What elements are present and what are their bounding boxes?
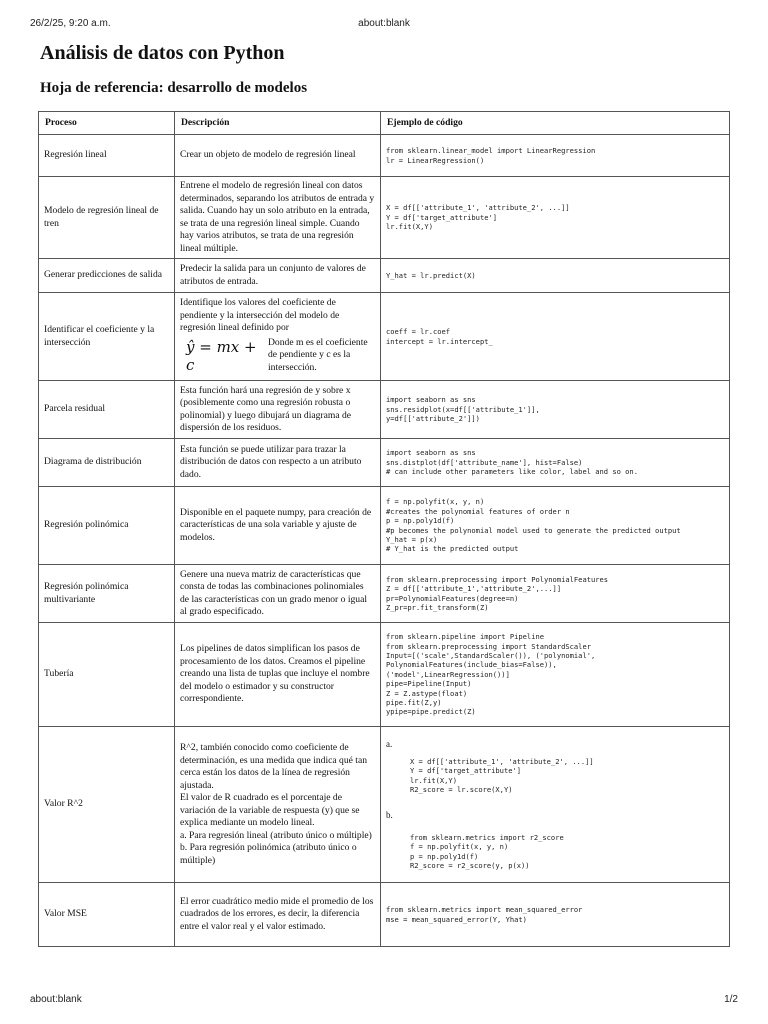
code-block: Y_hat = lr.predict(X) (386, 270, 476, 280)
code-block: X = df[['attribute_1', 'attribute_2', ...]] Y = df['target_attribute'] lr.fit(X,Y) (386, 203, 570, 232)
code-block: from sklearn.preprocessing import PolynomialFeatures Z = df[['attribute_1','attribute_2',...]] pr=PolynomialFeatures(degree=n) Z_pr=pr.fit_transform(Z) (386, 574, 609, 612)
row-proceso: Parcela residual (39, 381, 175, 439)
table-row (39, 565, 730, 623)
row-proceso: Valor MSE (39, 883, 175, 947)
table-row (39, 135, 730, 177)
footer-url: about:blank (30, 994, 82, 1005)
row-codigo (381, 259, 730, 293)
descripcion-text: Identifique los valores del coeficiente de pendiente y la intersección del modelo de regresión lineal definido por (180, 297, 340, 333)
header-url: about:blank (358, 18, 410, 29)
formula-note: Donde m es el coeficiente de pendiente y c es la intersección. (268, 336, 368, 373)
code-block: from sklearn.metrics import mean_squared_error mse = mean_squared_error(Y, Yhat) (386, 905, 583, 924)
page-number: 1/2 (724, 994, 738, 1005)
row-proceso: Modelo de regresión lineal de tren (39, 177, 175, 259)
row-codigo (381, 883, 730, 947)
formula-row (180, 337, 375, 375)
code-label-b: b. (386, 809, 393, 820)
code-block: import seaborn as sns sns.distplot(df['attribute_name'], hist=False) # can include other parameters like color, label and so on. (386, 448, 638, 477)
code-block: import seaborn as sns sns.residplot(x=df[['attribute_1']], y=df[['attribute_2']]) (386, 395, 540, 424)
header-codigo: Ejemplo de código (381, 112, 730, 135)
document-title: Análisis de datos con Python (40, 42, 285, 64)
document-subtitle: Hoja de referencia: desarrollo de modelos (40, 80, 308, 96)
row-descripcion: Crear un objeto de modelo de regresión lineal (175, 135, 381, 177)
table-row (39, 381, 730, 439)
code-block-b: from sklearn.metrics import r2_score f = np.polyfit(x, y, n) p = np.poly1d(f) R2_score = r2_score(y, p(x)) (410, 833, 564, 871)
row-descripcion: Disponible en el paquete numpy, para creación de características de una sola variable y ajuste de modelos. (175, 487, 381, 565)
row-proceso: Valor R^2 (39, 727, 175, 883)
row-proceso: Tubería (39, 623, 175, 727)
table-row (39, 623, 730, 727)
row-codigo (381, 293, 730, 381)
row-codigo (381, 565, 730, 623)
row-descripcion (175, 293, 381, 381)
row-descripcion: Esta función hará una regresión de y sobre x (posiblemente como una regresión robusta o polinomial) y luego dibujará un diagrama de dispersión de los residuos. (175, 381, 381, 439)
row-descripcion: Entrene el modelo de regresión lineal con datos determinados, separando los atributos de entrada y salida. Cuando hay un solo atributo en la entrada, se trata de una regresión lineal simple. Cuando hay varios atributos, se trata de una regresión lineal múltiple. (175, 177, 381, 259)
table-row (39, 883, 730, 947)
row-codigo (381, 135, 730, 177)
row-proceso: Identificar el coeficiente y la intersección (39, 293, 175, 381)
row-proceso: Diagrama de distribución (39, 439, 175, 487)
row-codigo (381, 177, 730, 259)
row-proceso: Regresión lineal (39, 135, 175, 177)
header-proceso: Proceso (39, 112, 175, 135)
row-codigo (381, 381, 730, 439)
row-descripcion: Predecir la salida para un conjunto de valores de atributos de entrada. (175, 259, 381, 293)
table-header-row (39, 112, 730, 135)
table-row (39, 259, 730, 293)
row-descripcion: Genere una nueva matriz de características que consta de todas las combinaciones polinomiales de las características con un grado menor o igual al grado especificado. (175, 565, 381, 623)
table-row (39, 727, 730, 883)
table-row (39, 439, 730, 487)
row-codigo (381, 727, 730, 883)
row-proceso: Regresión polinómica multivariante (39, 565, 175, 623)
row-codigo (381, 623, 730, 727)
row-descripcion: Los pipelines de datos simplifican los pasos de procesamiento de los datos. Creamos el pipeline creando una lista de tuplas que incluye el nombre del modelo o estimador y su constructor correspondiente. (175, 623, 381, 727)
header-datetime: 26/2/25, 9:20 a.m. (30, 18, 111, 29)
code-block: coeff = lr.coef intercept = lr.intercept_ (386, 327, 493, 346)
code-block: f = np.polyfit(x, y, n) #creates the polynomial features of order n p = np.poly1d(f) #p becomes the polynomial model used to generate the predicted output Y_hat = p(x) # Y_hat is the predicted output (386, 497, 681, 554)
code-block: from sklearn.pipeline import Pipeline from sklearn.preprocessing import StandardScaler Input=[('scale',StandardScaler()), ('polynomial', PolynomialFeatures(include_bias=False)), ('model',LinearRegression())] pipe=Pipeline(Input) Z = Z.astype(float) pipe.fit(Z,y) ypipe=pipe.predict(Z) (386, 632, 596, 717)
table-row (39, 293, 730, 381)
row-proceso: Regresión polinómica (39, 487, 175, 565)
row-descripcion: R^2, también conocido como coeficiente de determinación, es una medida que indica qué tan cerca están los datos de la línea de regresión ajustada. El valor de R cuadrado es el porcentaje de variación de la variable de respuesta (y) que se explica mediante un modelo lineal. a. Para regresión lineal (atributo único o múltiple) b. Para regresión polinómica (atributo único o múltiple) (175, 727, 381, 883)
row-descripcion: El error cuadrático medio mide el promedio de los cuadrados de los errores, es decir, la diferencia entre el valor real y el valor estimado. (175, 883, 381, 947)
table-row (39, 487, 730, 565)
row-codigo (381, 487, 730, 565)
table-row (39, 177, 730, 259)
row-descripcion: Esta función se puede utilizar para trazar la distribución de datos con respecto a un atributo dado. (175, 439, 381, 487)
code-block-a: X = df[['attribute_1', 'attribute_2', ...]] Y = df['target_attribute'] lr.fit(X,Y) R2_score = lr.score(X,Y) (410, 756, 594, 795)
reference-table (38, 111, 730, 947)
regression-formula: ŷ = mx + c (186, 338, 257, 374)
code-label-a: a. (386, 739, 393, 750)
row-proceso: Generar predicciones de salida (39, 259, 175, 293)
row-codigo (381, 439, 730, 487)
header-descripcion: Descripción (175, 112, 381, 135)
code-block: from sklearn.linear_model import LinearRegression lr = LinearRegression() (386, 146, 596, 165)
